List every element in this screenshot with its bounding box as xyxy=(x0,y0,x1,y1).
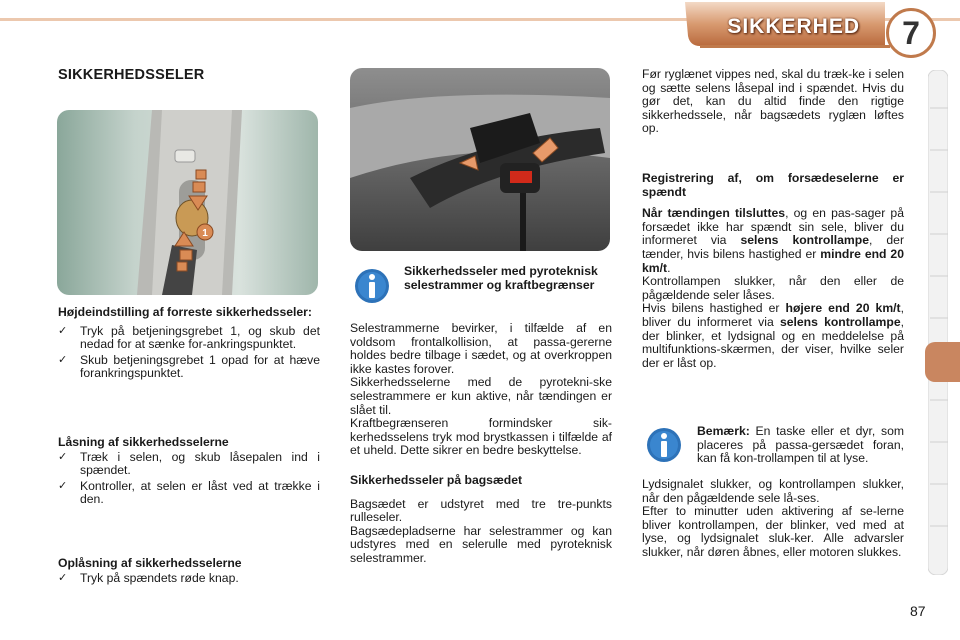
pyro-info-title: Sikkerhedsseler med pyroteknisk selestrammer og kraftbegrænser xyxy=(404,264,598,292)
info-icon xyxy=(354,268,390,304)
list-item: ✓ Skub betjeningsgrebet 1 opad for at hæve forankringspunktet. xyxy=(58,352,320,381)
bullet-icon: ✓ xyxy=(58,450,68,463)
paragraph: Efter to minutter uden aktivering af se-lerne bliver kontrollampen, der blinker, ved med at lyse, og lydsignalet sluk-ker. Alle advarsler slukker, når døren åbnes, eller motoren slukkes. xyxy=(642,504,904,559)
locking-title: Låsning af sikkerhedsselerne xyxy=(58,435,229,449)
note-label: Bemærk: xyxy=(697,424,750,438)
height-adjust-title: Højdeindstilling af forreste sikkerhedsseler: xyxy=(58,305,312,319)
list-item: ✓ Kontroller, at selen er låst ved at trække i den. xyxy=(58,478,320,507)
chapter-tab-strip xyxy=(928,70,948,575)
list-item: ✓ Tryk på spændets røde knap. xyxy=(58,570,239,585)
bullet-icon: ✓ xyxy=(58,324,68,337)
page-number: 87 xyxy=(910,603,926,619)
list-item: ✓ Tryk på betjeningsgrebet 1, og skub det nedad for at sænke for-ankringspunktet. xyxy=(58,323,320,352)
section-title: SIKKERHEDSSELER xyxy=(58,67,205,83)
unlocking-title: Oplåsning af sikkerhedsselerne xyxy=(58,556,242,570)
bullet-icon: ✓ xyxy=(58,571,68,584)
paragraph: Hvis bilens hastighed er højere end 20 km/t, bliver du informeret via selens kontrollampe, der blinker, et lydsignal og en meddelelse på multifunktions-skærmen, der viser, hvilke seler der er låst op. xyxy=(642,301,904,370)
chapter-number: 7 xyxy=(886,8,936,58)
paragraph: Kraftbegrænseren formindsker sik-kerhedsselens tryk mod brystkassen i tilfælde af et uheld. Dette sikrer en bedre beskyttelse. xyxy=(350,416,612,458)
belt-height-adjuster-photo xyxy=(57,110,318,295)
rear-belts-title: Sikkerhedsseler på bagsædet xyxy=(350,472,523,487)
paragraph: Selestrammerne bevirker, i tilfælde af en voldsom frontalkollision, at passa-gererne holdes bedre tilbage i sædet, og at overkroppen ikke kastes forover. xyxy=(350,321,612,376)
photo-marker-1: 1 xyxy=(202,228,208,239)
paragraph: Når tændingen tilsluttes, og en pas-sager på forsædet ikke har spændt sin sele, bliver du informeret via selens kontrollampe, der tænder, hvis bilens hastighed er mindre end 20 km/t. xyxy=(642,206,905,275)
paragraph: Bagsædet er udstyret med tre tre-punkts rulleseler. xyxy=(350,496,612,525)
chapter-title: SIKKERHED xyxy=(727,15,860,38)
registration-title: Registrering af, om forsædeselerne er spændt xyxy=(642,170,904,199)
chapter-tab-active[interactable] xyxy=(925,342,960,382)
bullet-icon: ✓ xyxy=(58,353,68,366)
info-icon xyxy=(646,427,682,463)
paragraph: Lydsignalet slukker, og kontrollampen slukker, når den pågældende sele lå-ses. xyxy=(642,477,904,505)
paragraph: Før ryglænet vippes ned, skal du træk-ke i selen og sætte selens låsepal ind i spændet. Hvis du gør det, kan du altid finde den rigtige sikkerhedssele, når bagsædets ryglæn løftes op. xyxy=(642,67,904,136)
paragraph: Sikkerhedsselerne med de pyrotekni-ske selestrammere er kun aktive, når tændingen er slået til. xyxy=(350,375,612,417)
seat-belt-buckle-photo xyxy=(350,68,610,251)
note-text: Bemærk: En taske eller et dyr, som placeres på passa-gersædet foran, kan få kon-trollampen til at lyse. xyxy=(697,424,904,466)
paragraph: Bagsædepladserne har selestrammer og kan udstyres med en selerulle med pyroteknisk selestrammer. xyxy=(350,523,612,565)
bullet-icon: ✓ xyxy=(58,479,68,492)
list-item: ✓ Træk i selen, og skub låsepalen ind i spændet. xyxy=(58,449,320,478)
paragraph: Kontrollampen slukker, når den eller de pågældende seler låses. xyxy=(642,274,904,302)
